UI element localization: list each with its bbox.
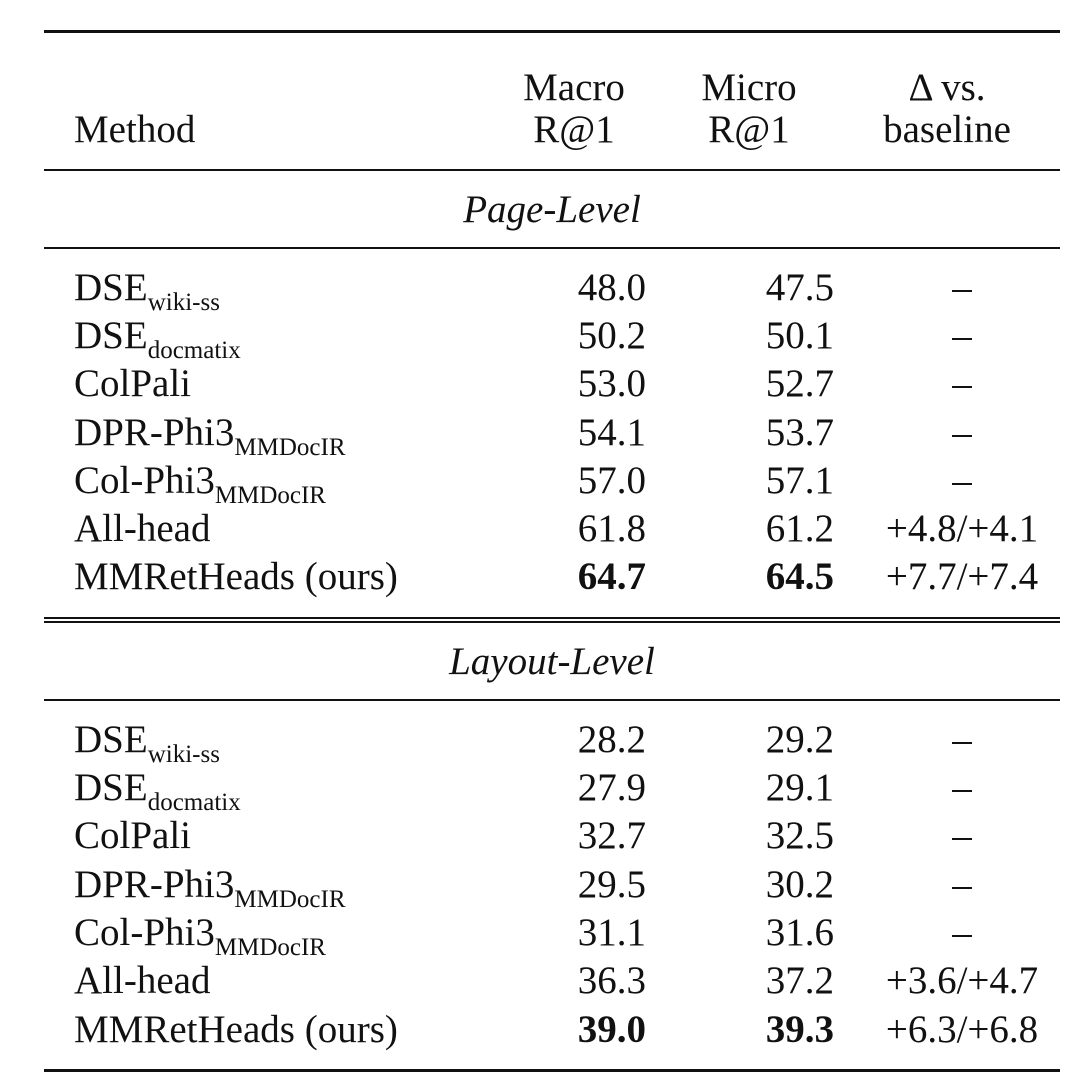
- micro-r1-cell: 32.5: [765, 814, 834, 858]
- table-body: [44, 170, 1060, 1071]
- method-cell: [44, 812, 484, 860]
- method-subscript: MMDocIR: [234, 433, 346, 461]
- macro-r1-cell: 28.2: [577, 717, 646, 761]
- delta-cell: –: [952, 410, 972, 454]
- method-name: MMRetHeads (ours): [74, 555, 398, 599]
- method-subscript: MMDocIR: [234, 885, 346, 913]
- delta-cell: +4.8/+4.1: [885, 507, 1039, 551]
- method-name: DSE: [74, 717, 148, 761]
- method-subscript: wiki-ss: [147, 740, 220, 768]
- method-name: MMRetHeads (ours): [74, 1007, 398, 1051]
- method-cell: [44, 763, 484, 817]
- header-row: [44, 32, 1060, 171]
- method-cell: [44, 504, 484, 552]
- header-delta-line2: baseline: [883, 107, 1011, 151]
- table-row: [44, 1005, 1060, 1071]
- method-name: DSE: [74, 313, 148, 357]
- method-name: ColPali: [74, 814, 192, 858]
- method-name: DSE: [74, 766, 148, 810]
- section-title: Page-Level: [463, 187, 641, 231]
- method-subscript: MMDocIR: [214, 481, 326, 509]
- header-delta-vs-baseline: [834, 32, 1060, 171]
- delta-cell: +7.7/+7.4: [885, 555, 1039, 599]
- macro-r1-cell: 29.5: [577, 862, 646, 906]
- micro-r1-cell: 57.1: [765, 458, 834, 502]
- header-micro-r1: [664, 32, 834, 171]
- delta-cell: +6.3/+6.8: [885, 1007, 1039, 1051]
- table-row: [44, 408, 1060, 456]
- method-cell: [44, 311, 484, 364]
- delta-cell: –: [952, 362, 972, 406]
- micro-r1-cell: 39.3: [765, 1007, 834, 1051]
- macro-r1-cell: 39.0: [577, 1007, 646, 1051]
- table-row: [44, 860, 1060, 908]
- macro-r1-cell: 31.1: [577, 910, 646, 954]
- micro-r1-cell: 37.2: [765, 959, 834, 1003]
- method-cell: [44, 248, 484, 316]
- delta-cell: –: [952, 313, 972, 357]
- delta-cell: –: [952, 265, 972, 309]
- micro-r1-cell: 61.2: [765, 507, 834, 551]
- macro-r1-cell: 54.1: [577, 410, 646, 454]
- delta-cell: –: [952, 766, 972, 810]
- method-subscript: wiki-ss: [147, 288, 220, 316]
- method-name: DPR-Phi3: [74, 862, 235, 906]
- table-row: [44, 248, 1060, 311]
- header-micro-line1: Micro: [701, 65, 797, 109]
- method-name: DPR-Phi3: [74, 410, 235, 454]
- macro-r1-cell: 61.8: [577, 507, 646, 551]
- method-cell: [44, 700, 484, 768]
- macro-r1-cell: 57.0: [577, 458, 646, 502]
- table-row: [44, 957, 1060, 1005]
- table-row: [44, 812, 1060, 860]
- delta-cell: –: [952, 910, 972, 954]
- results-table: [44, 30, 1060, 1072]
- delta-cell: –: [952, 717, 972, 761]
- table-row: [44, 360, 1060, 408]
- section-title: Layout-Level: [449, 639, 655, 683]
- method-cell: [44, 1005, 484, 1071]
- macro-r1-cell: 48.0: [577, 265, 646, 309]
- header-micro-line2: R@1: [708, 107, 790, 151]
- macro-r1-cell: 32.7: [577, 814, 646, 858]
- macro-r1-cell: 50.2: [577, 313, 646, 357]
- delta-cell: –: [952, 862, 972, 906]
- method-cell: [44, 908, 484, 961]
- micro-r1-cell: 47.5: [765, 265, 834, 309]
- micro-r1-cell: 29.2: [765, 717, 834, 761]
- micro-r1-cell: 31.6: [765, 910, 834, 954]
- method-name: All-head: [74, 959, 211, 1003]
- method-cell: [44, 957, 484, 1005]
- method-name: ColPali: [74, 362, 192, 406]
- results-table-container: [44, 30, 1060, 1072]
- header-delta-line1: Δ vs.: [908, 65, 986, 109]
- method-name: DSE: [74, 265, 148, 309]
- macro-r1-cell: 27.9: [577, 766, 646, 810]
- section-header-row: [44, 170, 1060, 248]
- table-row: [44, 456, 1060, 504]
- header-macro-line1: Macro: [523, 65, 625, 109]
- macro-r1-cell: 64.7: [577, 555, 646, 599]
- section-header-row: [44, 620, 1060, 700]
- table-row: [44, 504, 1060, 552]
- macro-r1-cell: 36.3: [577, 959, 646, 1003]
- method-cell: [44, 408, 484, 461]
- delta-cell: –: [952, 814, 972, 858]
- method-name: All-head: [74, 507, 211, 551]
- method-subscript: docmatix: [147, 789, 241, 817]
- method-cell: [44, 860, 484, 913]
- method-cell: [44, 360, 484, 408]
- table-header: [44, 32, 1060, 171]
- table-row: [44, 763, 1060, 811]
- micro-r1-cell: 52.7: [765, 362, 834, 406]
- micro-r1-cell: 29.1: [765, 766, 834, 810]
- method-subscript: MMDocIR: [214, 933, 326, 961]
- micro-r1-cell: 50.1: [765, 313, 834, 357]
- method-subscript: docmatix: [147, 336, 241, 364]
- micro-r1-cell: 53.7: [765, 410, 834, 454]
- delta-cell: –: [952, 458, 972, 502]
- method-cell: [44, 553, 484, 620]
- delta-cell: +3.6/+4.7: [885, 959, 1039, 1003]
- table-row: [44, 311, 1060, 359]
- method-name: Col-Phi3: [74, 458, 215, 502]
- table-row: [44, 553, 1060, 620]
- header-method: Method: [74, 107, 196, 151]
- header-macro-line2: R@1: [533, 107, 615, 151]
- micro-r1-cell: 30.2: [765, 862, 834, 906]
- method-cell: [44, 456, 484, 509]
- micro-r1-cell: 64.5: [765, 555, 834, 599]
- method-name: Col-Phi3: [74, 910, 215, 954]
- table-row: [44, 700, 1060, 763]
- table-row: [44, 908, 1060, 956]
- macro-r1-cell: 53.0: [577, 362, 646, 406]
- header-macro-r1: [484, 32, 664, 171]
